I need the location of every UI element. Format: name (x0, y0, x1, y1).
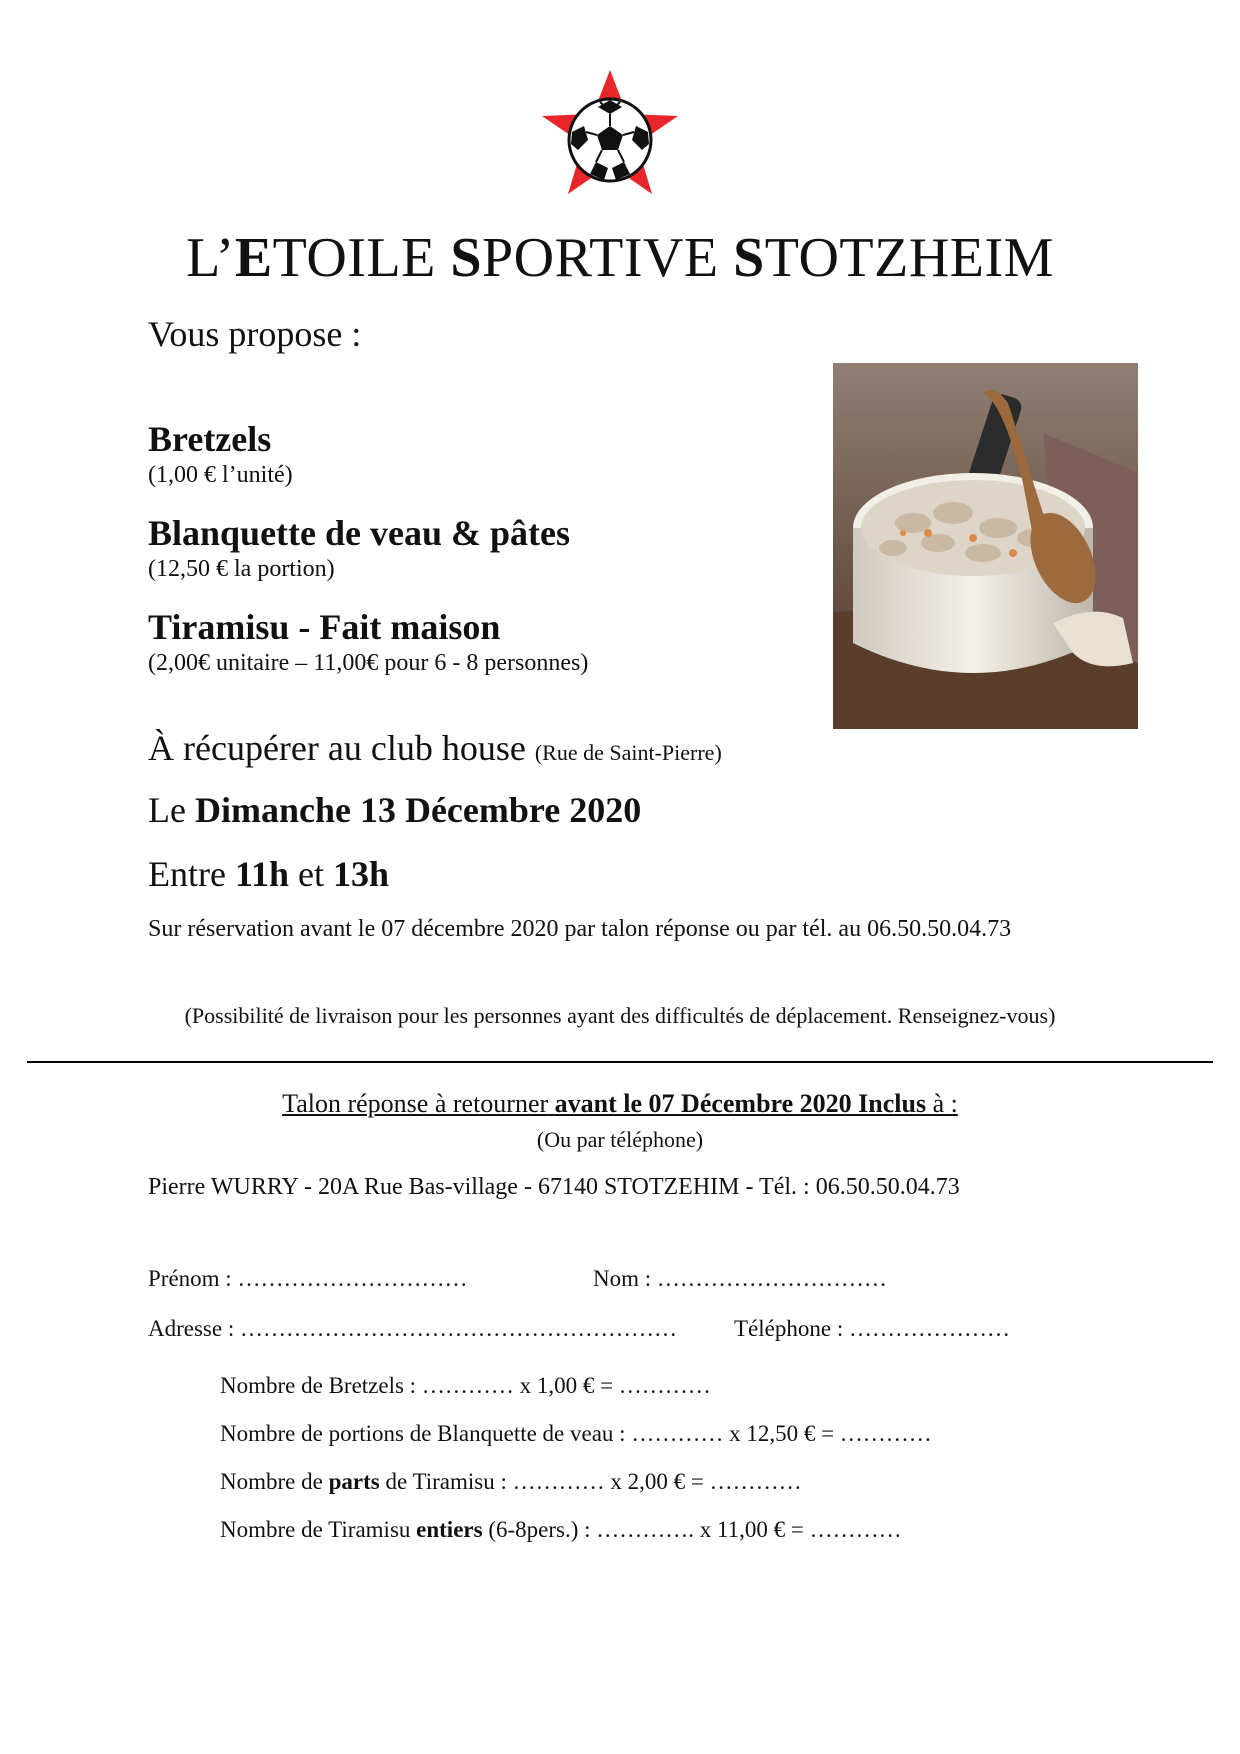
blanquette-photo (833, 363, 1138, 729)
menu-item-price: (2,00€ unitaire – 11,00€ pour 6 - 8 personnes) (148, 650, 589, 676)
nom-field[interactable]: Nom : ………………………… (593, 1266, 887, 1291)
order-blanquette[interactable]: Nombre de portions de Blanquette de veau : ………… x 12,50 € = ………… (220, 1421, 932, 1446)
menu-item-price: (12,50 € la portion) (148, 556, 335, 582)
menu-item-name: Blanquette de veau & pâtes (148, 513, 570, 553)
order-tiramisu-whole[interactable]: Nombre de Tiramisu entiers (6-8pers.) : …………. x 11,00 € = ………… (220, 1517, 902, 1542)
menu-item-price: (1,00 € l’unité) (148, 462, 293, 488)
cut-line (27, 1061, 1213, 1063)
pickup-place: À récupérer au club house (Rue de Saint-Pierre) (148, 728, 722, 768)
talon-address: Pierre WURRY - 20A Rue Bas-village - 67140 STOTZEHIM - Tél. : 06.50.50.04.73 (148, 1174, 960, 1200)
order-tiramisu-parts[interactable]: Nombre de parts de Tiramisu : ………… x 2,00 € = ………… (220, 1469, 802, 1494)
intro-text: Vous propose : (148, 314, 362, 354)
delivery-info: (Possibilité de livraison pour les personnes ayant des difficultés de déplacement. Renseignez-vous) (184, 1003, 1056, 1028)
star-football-logo (530, 62, 690, 212)
menu-item-name: Tiramisu - Fait maison (148, 607, 501, 647)
reservation-info: Sur réservation avant le 07 décembre 2020 par talon réponse ou par tél. au 06.50.50.04.73 (148, 916, 1012, 942)
talon-title: Talon réponse à retourner avant le 07 Décembre 2020 Inclus à : (282, 1089, 958, 1118)
prenom-field[interactable]: Prénom : ………………………… (148, 1266, 468, 1291)
order-bretzels[interactable]: Nombre de Bretzels : ………… x 1,00 € = ………… (220, 1373, 711, 1398)
club-title: L’ETOILE SPORTIVE STOTZHEIM (186, 227, 1054, 289)
menu-item-name: Bretzels (148, 419, 272, 459)
talon-subtitle: (Ou par téléphone) (536, 1127, 704, 1152)
pickup-date: Le Dimanche 13 Décembre 2020 (148, 790, 642, 830)
telephone-field[interactable]: Téléphone : ………………… (734, 1316, 1010, 1341)
adresse-field[interactable]: Adresse : ………………………………………………… (148, 1316, 677, 1341)
pickup-time: Entre 11h et 13h (148, 854, 390, 894)
